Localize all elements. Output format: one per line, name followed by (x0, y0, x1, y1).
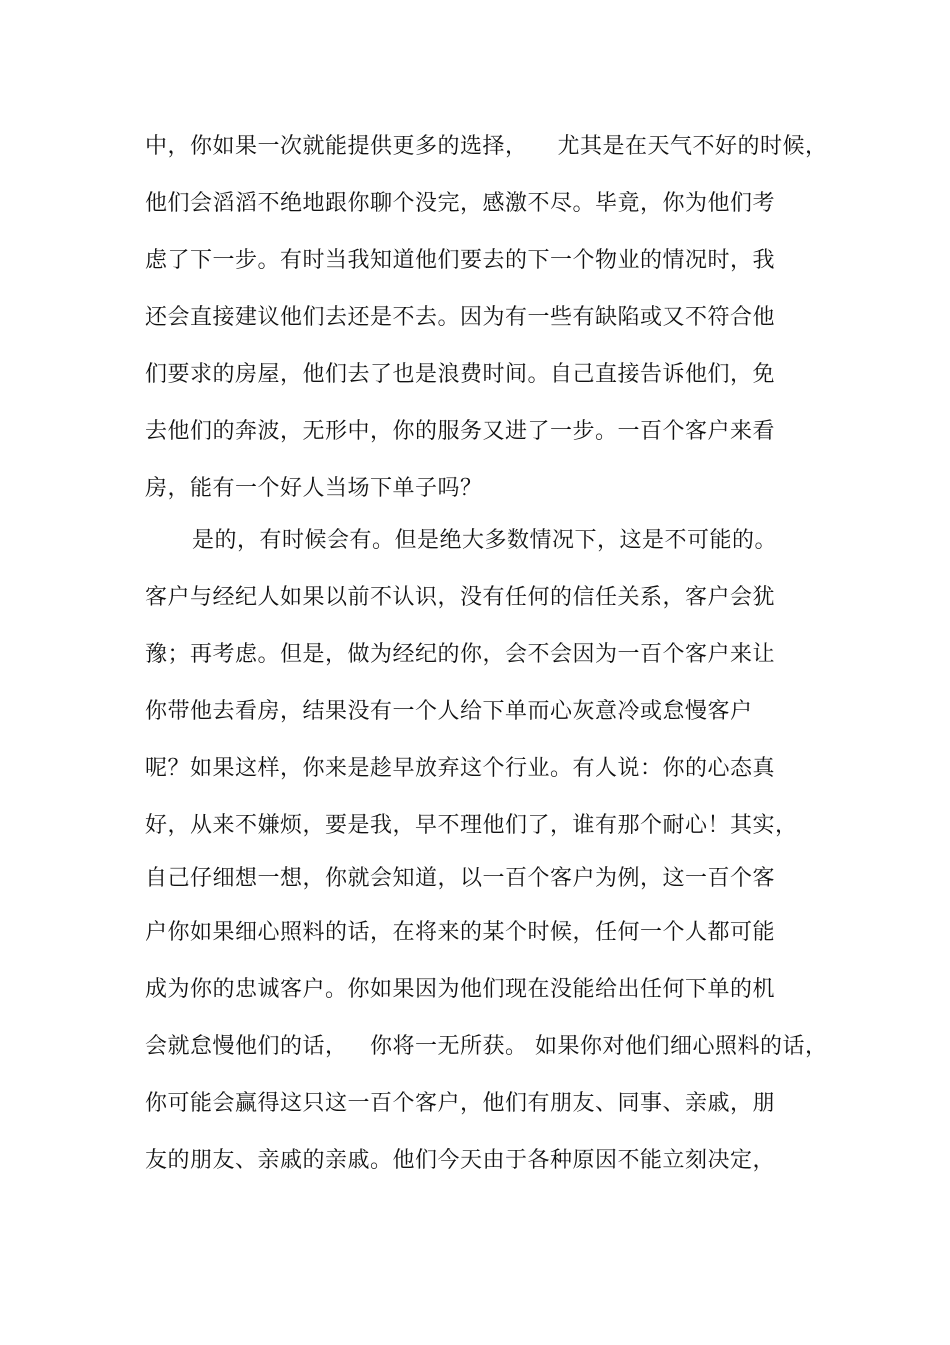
text-line: 会就怠慢他们的话， 你将一无所获。 如果你对他们细心照料的话， (145, 1034, 828, 1059)
text-line: 们要求的房屋，他们去了也是浪费时间。自己直接告诉他们，免 (145, 362, 776, 387)
text-line: 中，你如果一次就能提供更多的选择， 尤其是在天气不好的时候， (145, 134, 828, 159)
text-line: 友的朋友、亲戚的亲戚。他们今天由于各种原因不能立刻决定， (145, 1148, 776, 1173)
text-line: 好，从来不嫌烦，要是我，早不理他们了，谁有那个耐心！其实， (145, 813, 798, 838)
text-line: 自己仔细想一想，你就会知道，以一百个客户为例，这一百个客 (145, 866, 776, 891)
text-line: 户你如果细心照料的话，在将来的某个时候，任何一个人都可能 (145, 920, 776, 945)
text-line: 还会直接建议他们去还是不去。因为有一些有缺陷或又不符合他 (145, 305, 776, 330)
text-line: 成为你的忠诚客户。你如果因为他们现在没能给出任何下单的机 (145, 977, 776, 1002)
text-line: 虑了下一步。有时当我知道他们要去的下一个物业的情况时，我 (145, 248, 776, 273)
text-line: 呢？如果这样，你来是趁早放弃这个行业。有人说：你的心态真 (145, 756, 776, 781)
text-line: 去他们的奔波，无形中，你的服务又进了一步。一百个客户来看 (145, 419, 776, 444)
text-line: 你带他去看房，结果没有一个人给下单而心灰意冷或怠慢客户 (145, 699, 753, 724)
text-line: 房，能有一个好人当场下单子吗？ (145, 476, 483, 501)
text-line: 他们会滔滔不绝地跟你聊个没完，感激不尽。毕竟，你为他们考 (145, 191, 776, 216)
text-line: 豫；再考虑。但是，做为经纪的你，会不会因为一百个客户来让 (145, 642, 776, 667)
paragraph-first-line: 是的，有时候会有。但是绝大多数情况下，这是不可能的。 (192, 528, 778, 553)
text-line: 客户与经纪人如果以前不认识，没有任何的信任关系，客户会犹 (145, 585, 776, 610)
text-line: 你可能会赢得这只这一百个客户，他们有朋友、同事、亲戚，朋 (145, 1091, 776, 1116)
